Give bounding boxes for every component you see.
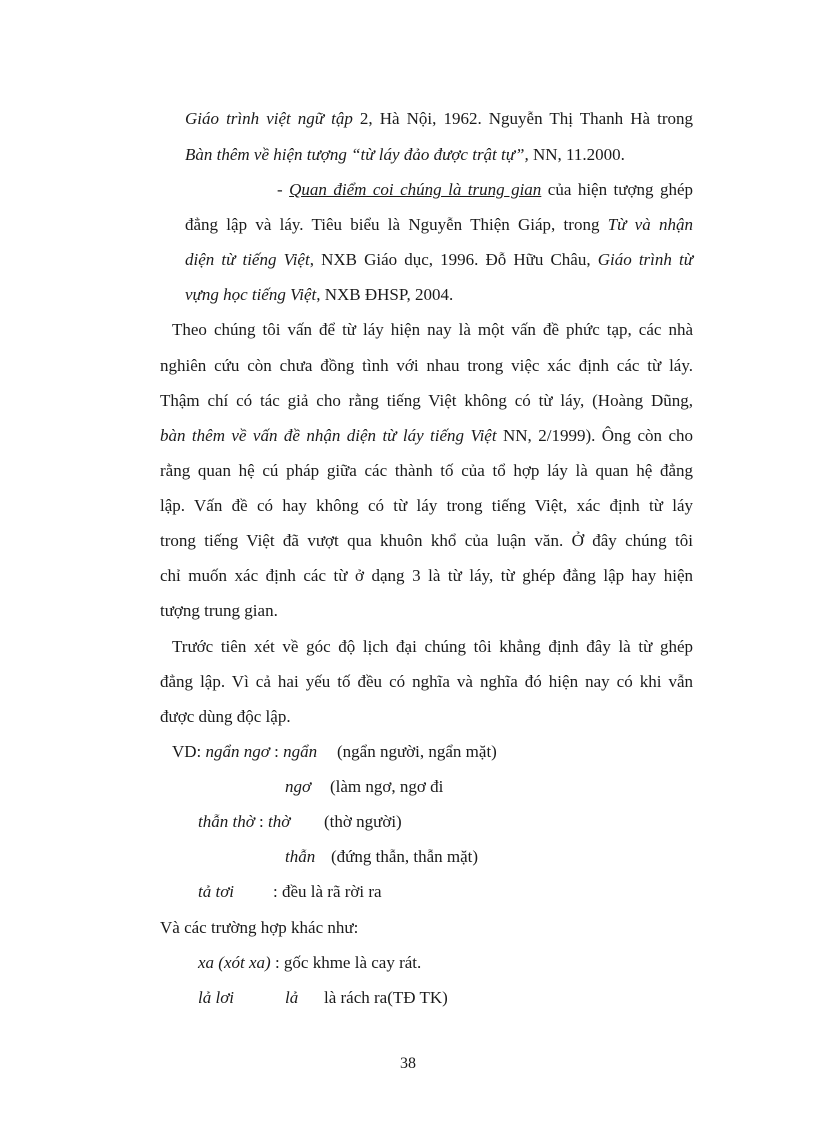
list-line-5: diện từ tiếng Việt, NXB Giáo dục, 1996. Đỗ Hữu Châu, Giáo trình từ <box>185 250 693 269</box>
example-3-gloss: (thờ người) <box>324 812 402 831</box>
example-2-part: ngơ <box>285 777 312 796</box>
paragraph-1-line-9: tượng trung gian. <box>160 601 278 620</box>
list-line-3: - Quan điểm coi chúng là trung gian của hiện tượng ghép <box>277 180 693 199</box>
list-line-6: vựng học tiếng Việt, NXB ĐHSP, 2004. <box>185 285 454 304</box>
page-number: 38 <box>400 1055 416 1072</box>
paragraph-1-line-1: Theo chúng tôi vấn để từ láy hiện nay là một vấn đề phức tạp, các nhà <box>172 320 693 339</box>
example-4-gloss: (đứng thẫn, thẫn mặt) <box>331 847 479 866</box>
example-1: VD: ngẩn ngơ : ngẩn <box>172 742 318 761</box>
paragraph-1-line-2: nghiên cứu còn chưa đồng tình với nhau trong việc xác định các từ láy. <box>160 356 693 375</box>
example-7-word: lả lơi <box>198 988 234 1007</box>
paragraph-1-line-5: rằng quan hệ cú pháp giữa các thành tố của tổ hợp láy là quan hệ đẳng <box>160 461 693 480</box>
list-line-1: Giáo trình việt ngữ tập 2, Hà Nội, 1962. Nguyễn Thị Thanh Hà trong <box>185 109 693 128</box>
paragraph-2-line-3: được dùng độc lập. <box>160 707 291 726</box>
underlined-heading: Quan điểm coi chúng là trung gian <box>289 180 542 199</box>
list-line-2: Bàn thêm về hiện tượng “từ láy đảo được trật tự”, NN, 11.2000. <box>185 145 625 164</box>
example-7-gloss: là rách ra(TĐ TK) <box>324 988 448 1007</box>
list-line-4: đẳng lập và láy. Tiêu biểu là Nguyễn Thiện Giáp, trong Từ và nhận <box>185 215 693 234</box>
paragraph-2-line-1: Trước tiên xét về góc độ lịch đại chúng tôi khẳng định đây là từ ghép <box>172 637 693 656</box>
example-3: thẫn thờ : thờ <box>198 812 291 831</box>
paragraph-1-line-6: lập. Vấn đề có hay không có từ láy trong tiếng Việt, xác định từ láy <box>160 496 693 515</box>
paragraph-1-line-3: Thậm chí có tác giả cho rằng tiếng Việt không có từ láy, (Hoàng Dũng, <box>160 391 693 410</box>
example-6: xa (xót xa) : gốc khme là cay rát. <box>198 953 422 972</box>
example-7-part: lả <box>285 988 299 1007</box>
paragraph-1-line-7: trong tiếng Việt đã vượt qua khuôn khổ của luận văn. Ở đây chúng tôi <box>160 531 693 550</box>
paragraph-1-line-4: bàn thêm về vấn đề nhận diện từ láy tiếng Việt NN, 2/1999). Ông còn cho <box>160 426 693 445</box>
example-5-gloss: : đều là rã rời ra <box>273 882 382 901</box>
other-cases-intro: Và các trường hợp khác như: <box>160 918 359 937</box>
example-4-part: thẫn <box>285 847 316 866</box>
example-1-gloss: (ngẩn người, ngẩn mặt) <box>337 742 497 761</box>
example-2-gloss: (làm ngơ, ngơ đi <box>330 777 444 796</box>
paragraph-1-line-8: chỉ muốn xác định các từ ở dạng 3 là từ láy, từ ghép đẳng lập hay hiện <box>160 566 693 585</box>
example-5-word: tả tơi <box>198 882 234 901</box>
paragraph-2-line-2: đẳng lập. Vì cả hai yếu tố đều có nghĩa và nghĩa đó hiện nay có khi vẫn <box>160 672 693 691</box>
